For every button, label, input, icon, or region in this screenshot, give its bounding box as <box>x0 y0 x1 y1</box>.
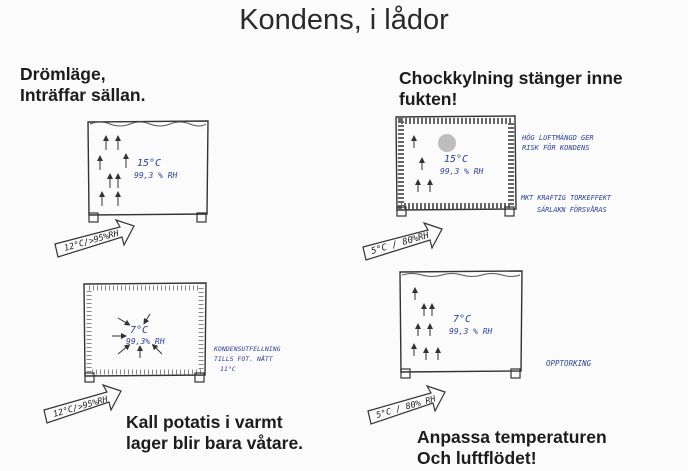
inflow-label: 5°C / 80%RH <box>370 230 431 257</box>
note-drying-line2: SÄRLAKN FÖRSVÅRAS <box>537 206 607 214</box>
temp-label: 15°C <box>137 158 162 169</box>
caption-line: Drömläge, <box>20 64 106 84</box>
caption-line: Chockkylning stänger inne <box>399 68 623 88</box>
caption-line: fukten! <box>399 89 458 109</box>
panel-shock <box>363 116 612 260</box>
humidity-cloud <box>438 134 456 152</box>
temp-label: 7°C <box>453 314 472 325</box>
crate-top-edge <box>402 274 520 277</box>
crate-top-edge <box>90 122 206 126</box>
caption-line: Kall potatis i varmt <box>126 412 283 432</box>
note-line1: KONDENSUTFELLNING <box>214 345 281 353</box>
caption-line: Och luftflödet! <box>417 448 537 468</box>
inward-arrows <box>112 314 162 358</box>
inflow-label: 12°C/>95%RH <box>52 394 109 420</box>
note-drying-line1: MKT KRAFTIG TORKEFFEKT <box>521 194 612 202</box>
caption-line: Inträffar sällan. <box>20 85 146 105</box>
panel-cold-potato <box>44 283 281 423</box>
caption-line: Anpassa temperaturen <box>417 427 607 447</box>
temp-label: 15°C <box>444 154 469 165</box>
inflow-label: 5°C / 80% RH <box>375 394 437 421</box>
note-risk-line2: RISK FÖR KONDENS <box>522 144 590 152</box>
rh-label: 99,3% RH <box>126 337 165 346</box>
panel-adjust <box>368 271 592 424</box>
airflow-arrows <box>414 290 438 360</box>
inflow-label: 12°C/>95%RH <box>63 228 120 254</box>
note-drying: OPPTORKING <box>546 359 592 368</box>
rh-label: 99,3 % RH <box>134 171 178 180</box>
temp-label: 7°C <box>130 325 149 336</box>
panel-dream <box>55 121 208 257</box>
rh-label: 99,3 % RH <box>440 167 484 176</box>
crate-foot-left <box>401 369 410 378</box>
rh-label: 99,3 % RH <box>449 327 493 336</box>
note-risk-line1: HÖG LUFTMÄNGD GER <box>522 134 594 142</box>
airflow-arrows <box>414 138 430 192</box>
note-line2: TILLS FOT. NÅTT <box>214 355 273 363</box>
page-title: Kondens, i lådor <box>239 4 449 36</box>
note-line3: 11°C <box>220 365 236 373</box>
caption-line: lager blir bara våtare. <box>126 433 304 453</box>
airflow-arrows <box>100 138 126 206</box>
